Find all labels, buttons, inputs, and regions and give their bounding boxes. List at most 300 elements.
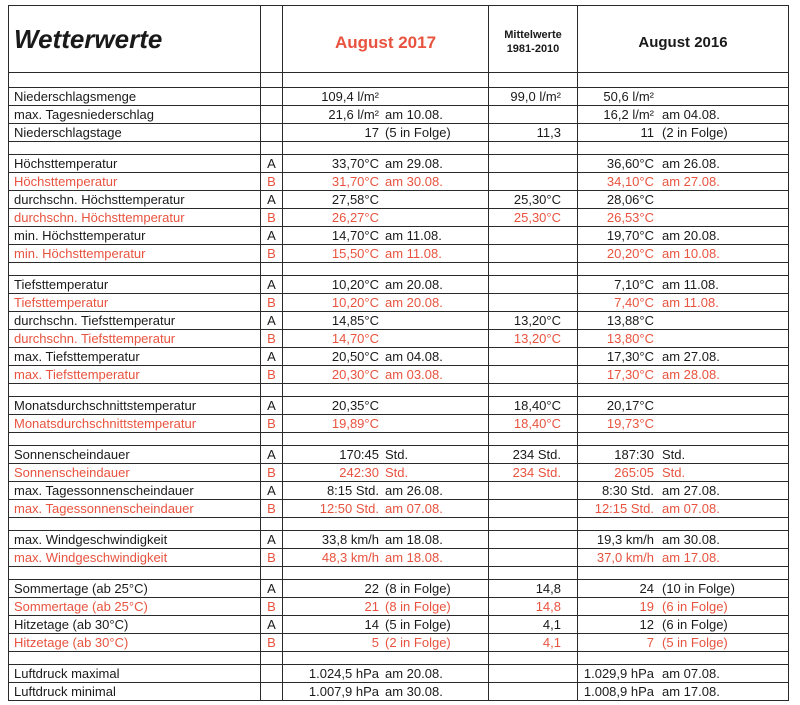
spacer-cell (578, 263, 789, 276)
value-2017 (283, 209, 489, 227)
spacer-cell (9, 433, 261, 446)
spacer-cell (261, 384, 283, 397)
value-2016-amount: 1.029,9 hPa (583, 665, 654, 681)
value-2016 (578, 549, 789, 567)
row-label: max. Tiefsttemperatur (9, 366, 261, 384)
value-2017-amount: 12:50 Std. (319, 500, 379, 516)
spacer-cell (283, 518, 489, 531)
value-2017 (283, 330, 489, 348)
table-row (9, 665, 789, 683)
value-2016-amount: 1.008,9 hPa (583, 683, 654, 699)
table-row (9, 330, 789, 348)
row-label: durchschn. Höchsttemperatur (9, 191, 261, 209)
station-ab: B (261, 366, 283, 384)
value-2017-amount: 17 (364, 124, 379, 140)
spacer-cell (578, 73, 789, 88)
value-2016 (578, 209, 789, 227)
value-2017-amount: 1.024,5 hPa (308, 665, 379, 681)
value-2016 (578, 227, 789, 245)
spacer-cell (9, 652, 261, 665)
spacer-cell (283, 433, 489, 446)
value-2016 (578, 245, 789, 263)
station-ab: B (261, 634, 283, 652)
value-2017 (283, 598, 489, 616)
value-2016-amount: 19,3 km/h (596, 531, 654, 547)
value-mittelwert: 25,30°C (489, 191, 578, 209)
spacer-cell (9, 263, 261, 276)
row-label: durchschn. Höchsttemperatur (9, 209, 261, 227)
value-2016-detail: am 20.08. (662, 227, 720, 243)
value-2017 (283, 446, 489, 464)
spacer-cell (261, 652, 283, 665)
table-row (9, 227, 789, 245)
table-row (9, 598, 789, 616)
value-2017 (283, 173, 489, 191)
table-row (9, 312, 789, 330)
value-2017 (283, 106, 489, 124)
value-2017-amount: 8:15 Std. (326, 482, 379, 498)
value-2017-amount: 20,50°C (331, 348, 379, 364)
spacer-cell (261, 518, 283, 531)
row-label: Monatsdurchschnittstemperatur (9, 415, 261, 433)
weather-table-container (8, 5, 788, 702)
station-ab: B (261, 209, 283, 227)
spacer-cell (283, 142, 489, 155)
value-2016-amount: 13,88°C (606, 312, 654, 328)
value-2016-amount: 19,70°C (606, 227, 654, 243)
spacer-cell (489, 263, 578, 276)
table-title: Wetterwerte (9, 6, 261, 73)
value-2017-amount: 21 (364, 598, 379, 614)
value-2017-detail: am 18.08. (385, 549, 443, 565)
value-2016-amount: 16,2 l/m² (603, 106, 654, 122)
station-ab: B (261, 598, 283, 616)
value-2017 (283, 415, 489, 433)
value-2017 (283, 348, 489, 366)
value-2017 (283, 397, 489, 415)
table-row (9, 366, 789, 384)
header-row (9, 6, 789, 73)
row-label: Sommertage (ab 25°C) (9, 598, 261, 616)
value-2017-amount: 20,35°C (331, 397, 379, 413)
value-2017-detail: am 30.08. (385, 683, 443, 699)
value-2016-detail: (5 in Folge) (662, 634, 728, 650)
value-2016-amount: 34,10°C (606, 173, 654, 189)
value-2016-amount: 19 (639, 598, 654, 614)
spacer-cell (578, 384, 789, 397)
value-mittelwert: 18,40°C (489, 415, 578, 433)
value-2016-amount: 37,0 km/h (596, 549, 654, 565)
row-label: Sommertage (ab 25°C) (9, 580, 261, 598)
value-2017-amount: 242:30 (339, 464, 379, 480)
value-2017-amount: 1.007,9 hPa (308, 683, 379, 699)
station-ab: A (261, 348, 283, 366)
table-row (9, 106, 789, 124)
value-2016 (578, 191, 789, 209)
value-2017-amount: 14 (364, 616, 379, 632)
spacer-cell (489, 652, 578, 665)
value-2016-amount: 20,20°C (606, 245, 654, 261)
row-label: Höchsttemperatur (9, 173, 261, 191)
header-august-2016: August 2016 (578, 6, 789, 73)
table-row (9, 191, 789, 209)
row-label: max. Tagessonnenscheindauer (9, 482, 261, 500)
value-2016-detail: Std. (662, 446, 686, 462)
spacer-cell (9, 384, 261, 397)
value-2016-amount: 12 (639, 616, 654, 632)
value-2016 (578, 312, 789, 330)
value-mittelwert: 234 Std. (489, 464, 578, 482)
value-mittelwert (489, 245, 578, 263)
spacer-row (9, 384, 789, 397)
value-2016-detail: am 27.08. (662, 348, 720, 364)
station-ab: A (261, 191, 283, 209)
spacer-row (9, 73, 789, 88)
spacer-row (9, 652, 789, 665)
table-row (9, 173, 789, 191)
value-mittelwert: 13,20°C (489, 330, 578, 348)
value-2017-detail: am 03.08. (385, 366, 443, 382)
table-row (9, 124, 789, 142)
station-ab: A (261, 580, 283, 598)
row-label: Hitzetage (ab 30°C) (9, 634, 261, 652)
station-ab: B (261, 173, 283, 191)
spacer-cell (9, 518, 261, 531)
value-2017-detail: (8 in Folge) (385, 598, 451, 614)
table-row (9, 531, 789, 549)
value-2016 (578, 330, 789, 348)
value-2016-amount: 12:15 Std. (594, 500, 654, 516)
value-2016 (578, 446, 789, 464)
spacer-cell (261, 142, 283, 155)
station-ab: A (261, 531, 283, 549)
station-ab: B (261, 294, 283, 312)
value-2017-detail: am 07.08. (385, 500, 443, 516)
value-2017 (283, 580, 489, 598)
value-2017 (283, 482, 489, 500)
value-2017 (283, 500, 489, 518)
value-mittelwert (489, 173, 578, 191)
value-2016-amount: 8:30 Std. (601, 482, 654, 498)
station-ab: B (261, 549, 283, 567)
value-2017 (283, 549, 489, 567)
station-ab: B (261, 415, 283, 433)
value-2017 (283, 312, 489, 330)
spacer-cell (261, 567, 283, 580)
value-2016 (578, 155, 789, 173)
value-2016 (578, 616, 789, 634)
value-2016 (578, 276, 789, 294)
spacer-cell (261, 263, 283, 276)
row-label: Monatsdurchschnittstemperatur (9, 397, 261, 415)
value-2017-detail: (2 in Folge) (385, 634, 451, 650)
value-mittelwert (489, 531, 578, 549)
value-2017-amount: 10,20°C (331, 276, 379, 292)
spacer-cell (578, 567, 789, 580)
value-2017 (283, 155, 489, 173)
value-2017-amount: 170:45 (339, 446, 379, 462)
value-mittelwert: 11,3 (489, 124, 578, 142)
row-label: Niederschlagsmenge (9, 88, 261, 106)
value-2016-detail: Std. (662, 464, 686, 480)
value-mittelwert (489, 665, 578, 683)
row-label: Tiefsttemperatur (9, 294, 261, 312)
value-2016-detail: am 04.08. (662, 106, 720, 122)
value-2017-amount: 21,6 l/m² (328, 106, 379, 122)
value-2016-detail: (6 in Folge) (662, 598, 728, 614)
value-2017 (283, 683, 489, 701)
value-2017-amount: 33,70°C (331, 155, 379, 171)
value-2016-detail: am 11.08. (662, 276, 719, 292)
value-mittelwert (489, 227, 578, 245)
station-ab: A (261, 312, 283, 330)
row-label: Sonnenscheindauer (9, 446, 261, 464)
value-2016-amount: 7 (646, 634, 654, 650)
table-row (9, 397, 789, 415)
value-2016-detail: am 28.08. (662, 366, 720, 382)
spacer-cell (261, 433, 283, 446)
value-2017-detail: am 20.08. (385, 294, 443, 310)
table-row (9, 446, 789, 464)
station-ab: A (261, 155, 283, 173)
row-label: max. Tagesniederschlag (9, 106, 261, 124)
table-row (9, 464, 789, 482)
table-row (9, 88, 789, 106)
value-2016 (578, 634, 789, 652)
value-2017-amount: 31,70°C (331, 173, 379, 189)
value-2017 (283, 191, 489, 209)
value-2016-amount: 7,10°C (614, 276, 654, 292)
value-2016 (578, 500, 789, 518)
station-ab: A (261, 446, 283, 464)
value-2016-detail: am 27.08. (662, 482, 720, 498)
row-label: Höchsttemperatur (9, 155, 261, 173)
table-row (9, 634, 789, 652)
row-label: durchschn. Tiefsttemperatur (9, 312, 261, 330)
value-2017 (283, 88, 489, 106)
value-2016-detail: am 30.08. (662, 531, 720, 547)
table-row (9, 245, 789, 263)
header-mittelwerte (489, 6, 578, 73)
value-2016-amount: 36,60°C (606, 155, 654, 171)
value-2017-amount: 26,27°C (331, 209, 379, 225)
spacer-cell (283, 567, 489, 580)
spacer-cell (283, 384, 489, 397)
value-2017 (283, 531, 489, 549)
value-2016 (578, 683, 789, 701)
spacer-cell (283, 263, 489, 276)
value-2016 (578, 173, 789, 191)
spacer-cell (489, 567, 578, 580)
value-2017-detail: am 29.08. (385, 155, 443, 171)
value-2017 (283, 366, 489, 384)
value-2016-amount: 50,6 l/m² (603, 88, 654, 104)
value-2017-detail: am 20.08. (385, 276, 443, 292)
station-ab: A (261, 397, 283, 415)
value-mittelwert (489, 482, 578, 500)
spacer-row (9, 433, 789, 446)
value-2017-detail: Std. (385, 446, 409, 462)
value-2016-amount: 20,17°C (606, 397, 654, 413)
value-2017 (283, 276, 489, 294)
row-label: Sonnenscheindauer (9, 464, 261, 482)
value-2016 (578, 464, 789, 482)
value-2016-detail: (2 in Folge) (662, 124, 728, 140)
header-ab-cell (261, 6, 283, 73)
station-ab (261, 683, 283, 701)
value-2016-amount: 7,40°C (614, 294, 654, 310)
header-mittelwerte-line1: Mittelwerte (504, 29, 562, 41)
value-mittelwert: 18,40°C (489, 397, 578, 415)
value-2017-detail: am 30.08. (385, 173, 443, 189)
value-2016 (578, 88, 789, 106)
value-2017-amount: 19,89°C (331, 415, 379, 431)
value-2016 (578, 106, 789, 124)
value-2017 (283, 464, 489, 482)
header-mittelwerte-line2: 1981-2010 (506, 43, 560, 55)
value-2016-amount: 13,80°C (606, 330, 654, 346)
value-2016-amount: 24 (639, 580, 654, 596)
table-row (9, 348, 789, 366)
spacer-cell (283, 652, 489, 665)
station-ab: A (261, 276, 283, 294)
value-2017 (283, 227, 489, 245)
value-2016 (578, 531, 789, 549)
value-2016 (578, 482, 789, 500)
row-label: Tiefsttemperatur (9, 276, 261, 294)
row-label: Niederschlagstage (9, 124, 261, 142)
spacer-cell (578, 433, 789, 446)
table-row (9, 482, 789, 500)
row-label: max. Tagessonnenscheindauer (9, 500, 261, 518)
station-ab: B (261, 500, 283, 518)
value-2016 (578, 580, 789, 598)
row-label: Hitzetage (ab 30°C) (9, 616, 261, 634)
value-2017 (283, 616, 489, 634)
value-2017-detail: (8 in Folge) (385, 580, 451, 596)
value-2016-amount: 26,53°C (606, 209, 654, 225)
spacer-cell (578, 142, 789, 155)
station-ab: B (261, 330, 283, 348)
value-2017-amount: 27,58°C (331, 191, 379, 207)
spacer-cell (489, 433, 578, 446)
value-2017-amount: 20,30°C (331, 366, 379, 382)
value-2016-detail: am 10.08. (662, 245, 720, 261)
station-ab (261, 124, 283, 142)
value-2017 (283, 634, 489, 652)
value-2016 (578, 598, 789, 616)
value-2017 (283, 665, 489, 683)
value-2016 (578, 348, 789, 366)
table-row (9, 294, 789, 312)
table-row (9, 580, 789, 598)
spacer-cell (578, 652, 789, 665)
value-mittelwert: 25,30°C (489, 209, 578, 227)
value-mittelwert (489, 348, 578, 366)
value-2017-amount: 14,70°C (331, 227, 379, 243)
value-2016 (578, 294, 789, 312)
value-2016 (578, 397, 789, 415)
spacer-row (9, 567, 789, 580)
value-2016 (578, 366, 789, 384)
value-2016 (578, 124, 789, 142)
value-mittelwert: 99,0 l/m² (489, 88, 578, 106)
spacer-cell (261, 73, 283, 88)
table-row (9, 549, 789, 567)
row-label: max. Windgeschwindigkeit (9, 531, 261, 549)
table-row (9, 276, 789, 294)
value-2016-amount: 17,30°C (606, 366, 654, 382)
spacer-cell (283, 73, 489, 88)
value-mittelwert: 4,1 (489, 634, 578, 652)
spacer-cell (489, 73, 578, 88)
value-2017 (283, 294, 489, 312)
spacer-cell (9, 567, 261, 580)
spacer-cell (578, 518, 789, 531)
row-label: max. Tiefsttemperatur (9, 348, 261, 366)
value-2016-detail: am 17.08. (662, 683, 720, 699)
value-mittelwert (489, 294, 578, 312)
value-2017-amount: 109,4 l/m² (321, 88, 379, 104)
value-2016-detail: am 07.08. (662, 665, 720, 681)
row-label: durchschn. Tiefsttemperatur (9, 330, 261, 348)
weather-table (8, 5, 789, 701)
value-mittelwert: 14,8 (489, 598, 578, 616)
spacer-cell (9, 142, 261, 155)
spacer-cell (489, 384, 578, 397)
table-row (9, 155, 789, 173)
value-2016-amount: 17,30°C (606, 348, 654, 364)
value-mittelwert (489, 366, 578, 384)
value-2017-amount: 10,20°C (331, 294, 379, 310)
value-2017-detail: am 11.08. (385, 245, 442, 261)
header-august-2017: August 2017 (283, 6, 489, 73)
row-label: Luftdruck maximal (9, 665, 261, 683)
table-row (9, 683, 789, 701)
station-ab: B (261, 464, 283, 482)
value-2016-detail: (6 in Folge) (662, 616, 728, 632)
value-mittelwert (489, 155, 578, 173)
value-mittelwert: 14,8 (489, 580, 578, 598)
row-label: min. Höchsttemperatur (9, 245, 261, 263)
value-2017-detail: Std. (385, 464, 409, 480)
value-2017-detail: am 18.08. (385, 531, 443, 547)
table-row (9, 415, 789, 433)
value-2016-amount: 28,06°C (606, 191, 654, 207)
station-ab (261, 106, 283, 124)
spacer-row (9, 142, 789, 155)
value-2016-detail: am 27.08. (662, 173, 720, 189)
value-2017-amount: 33,8 km/h (321, 531, 379, 547)
spacer-cell (489, 142, 578, 155)
value-2016 (578, 665, 789, 683)
value-2017-detail: (5 in Folge) (385, 124, 451, 140)
value-2017-detail: am 11.08. (385, 227, 442, 243)
spacer-cell (489, 518, 578, 531)
value-2017-amount: 48,3 km/h (321, 549, 379, 565)
value-mittelwert (489, 276, 578, 294)
station-ab: A (261, 482, 283, 500)
spacer-row (9, 263, 789, 276)
value-2017 (283, 245, 489, 263)
value-2017-amount: 5 (371, 634, 379, 650)
value-2017-detail: am 26.08. (385, 482, 443, 498)
value-mittelwert: 4,1 (489, 616, 578, 634)
value-mittelwert: 13,20°C (489, 312, 578, 330)
value-2017-amount: 22 (364, 580, 379, 596)
value-mittelwert (489, 500, 578, 518)
value-2016 (578, 415, 789, 433)
